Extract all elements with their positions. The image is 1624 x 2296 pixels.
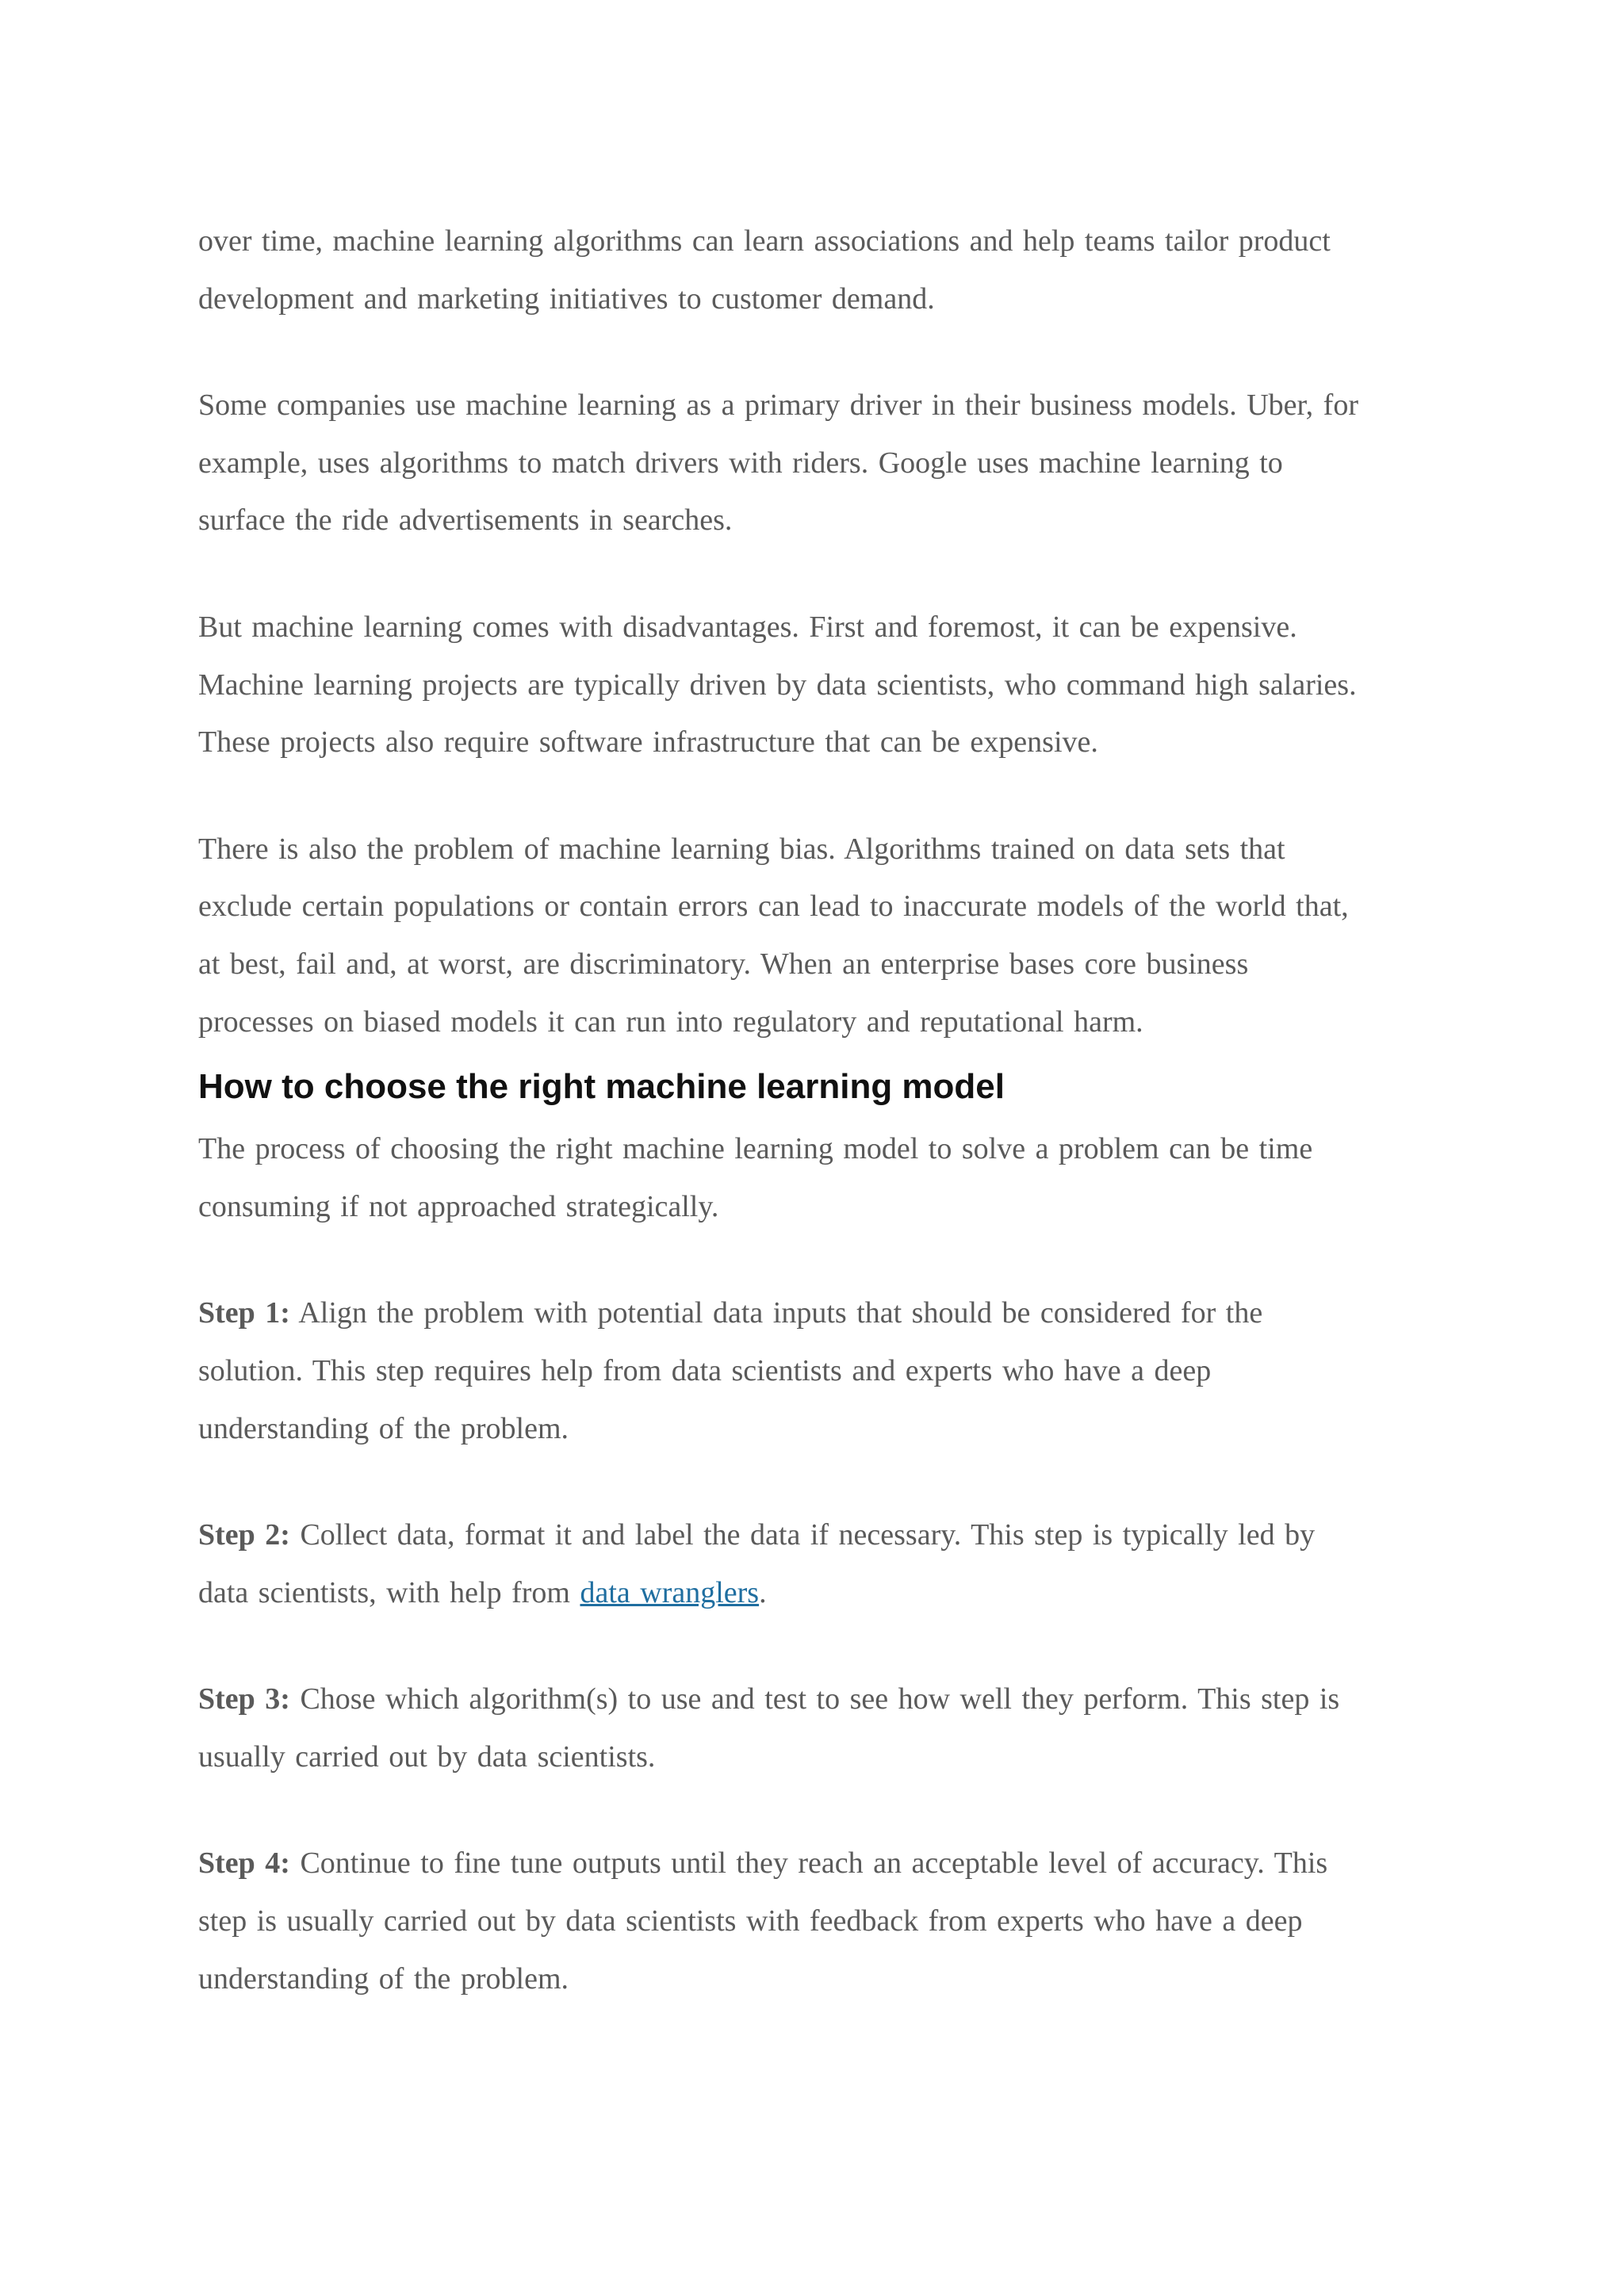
text-line: at best, fail and, at worst, are discriminatory. When an enterprise bases core business xyxy=(198,947,1249,981)
text-line xyxy=(198,1564,1435,1622)
text-line: solution. This step requires help from data scientists and experts who have a deep xyxy=(198,1353,1212,1387)
text-line: step is usually carried out by data scientists with feedback from experts who have a deep xyxy=(198,1904,1303,1938)
step-2 xyxy=(198,1506,1435,1621)
step-label: Step 3: xyxy=(198,1682,290,1716)
text-line: Some companies use machine learning as a primary driver in their business models. Uber, for xyxy=(198,388,1358,423)
text-line xyxy=(198,1670,1435,1728)
text-line: These projects also require software infrastructure that can be expensive. xyxy=(198,725,1098,760)
text-line: surface the ride advertisements in searches. xyxy=(198,503,733,538)
paragraph-bias xyxy=(198,821,1435,1050)
step-4 xyxy=(198,1835,1435,2007)
text-line: The process of choosing the right machine learning model to solve a problem can be time xyxy=(198,1132,1313,1166)
document-body xyxy=(198,212,1435,2057)
step-text: Chose which algorithm(s) to use and test to see how well they perform. This step is xyxy=(289,1682,1340,1716)
step-text: . xyxy=(759,1575,767,1609)
text-line: example, uses algorithms to match drivers with riders. Google uses machine learning to xyxy=(198,446,1283,480)
text-line xyxy=(198,1835,1435,1892)
step-label: Step 1: xyxy=(198,1296,290,1330)
text-line: understanding of the problem. xyxy=(198,1411,569,1445)
text-line: Machine learning projects are typically driven by data scientists, who command high salaries. xyxy=(198,668,1357,702)
text-line xyxy=(198,1284,1435,1342)
paragraph-business-models xyxy=(198,377,1435,549)
text-line: There is also the problem of machine learning bias. Algorithms trained on data sets that xyxy=(198,832,1285,866)
text-line: exclude certain populations or contain errors can lead to inaccurate models of the world that, xyxy=(198,890,1349,924)
paragraph-intro xyxy=(198,1120,1435,1235)
step-text: data scientists, with help from xyxy=(198,1575,580,1609)
text-line: understanding of the problem. xyxy=(198,1961,569,1996)
section-heading: How to choose the right machine learning model xyxy=(198,1067,1005,1107)
text-line: development and marketing initiatives to customer demand. xyxy=(198,281,935,316)
step-text: Continue to fine tune outputs until they reach an acceptable level of accuracy. This xyxy=(289,1846,1328,1881)
step-label: Step 4: xyxy=(198,1846,290,1881)
text-line: over time, machine learning algorithms can learn associations and help teams tailor product xyxy=(198,224,1331,258)
text-line: consuming if not approached strategically. xyxy=(198,1189,719,1223)
step-1 xyxy=(198,1284,1435,1457)
text-line xyxy=(198,1506,1435,1564)
data-wranglers-link[interactable]: data wranglers xyxy=(580,1575,760,1609)
text-line: usually carried out by data scientists. xyxy=(198,1739,656,1774)
step-text: Collect data, format it and label the data if necessary. This step is typically led by xyxy=(289,1518,1316,1552)
paragraph-disadvantages xyxy=(198,599,1435,771)
step-3 xyxy=(198,1670,1435,1785)
text-line: But machine learning comes with disadvantages. First and foremost, it can be expensive. xyxy=(198,610,1297,644)
text-line: processes on biased models it can run into regulatory and reputational harm. xyxy=(198,1004,1143,1039)
step-label: Step 2: xyxy=(198,1518,290,1552)
paragraph-market-associations xyxy=(198,212,1435,327)
step-text: Align the problem with potential data inputs that should be considered for the xyxy=(289,1296,1263,1330)
